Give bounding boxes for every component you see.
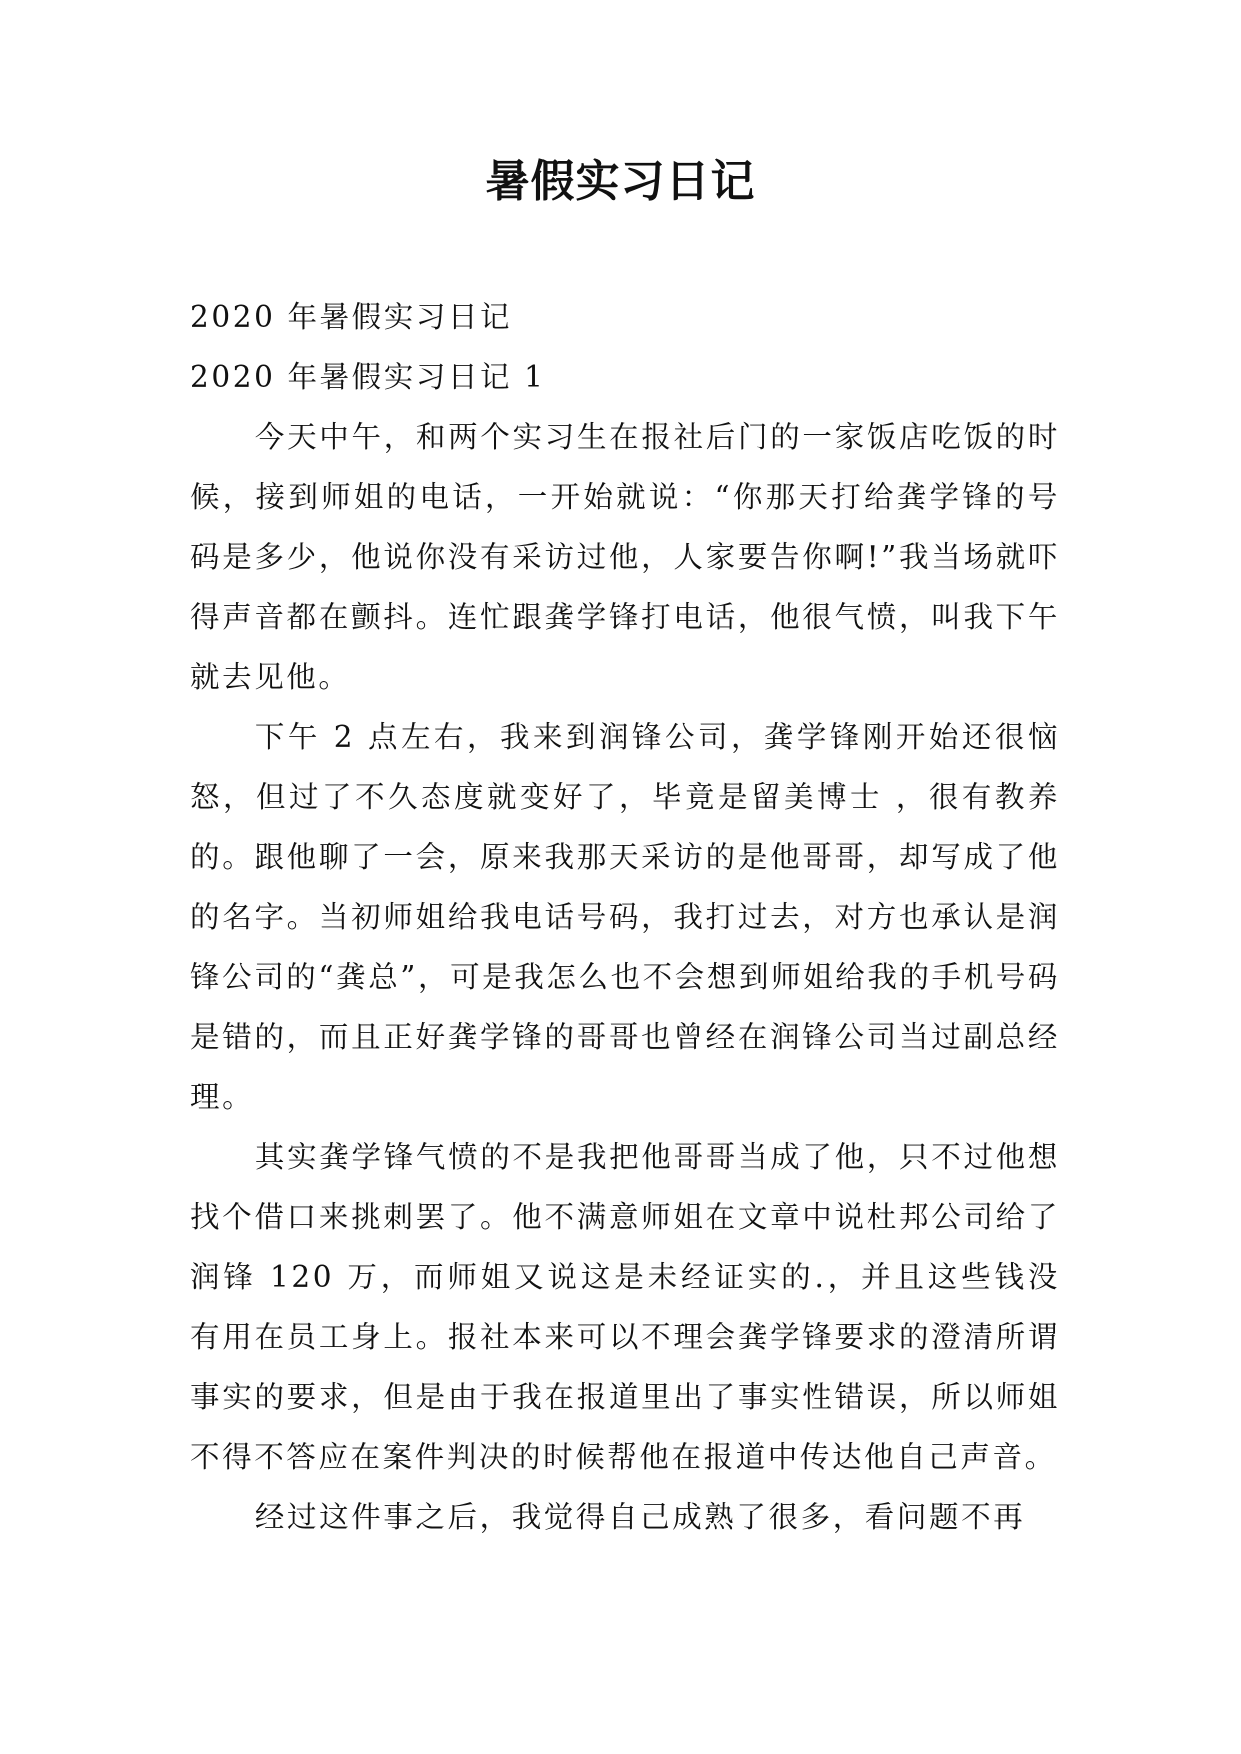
paragraph-2: 下午 2 点左右，我来到润锋公司，龚学锋刚开始还很恼怒，但过了不久态度就变好了，毕竟是留美博士 ，很有教养的。跟他聊了一会，原来我那天采访的是他哥哥，却写成了他的名字。当初师姐给我电话号码，我打过去，对方也承认是润锋公司的“龚总”，可是我怎么也不会想到师姐给我的手机号码是错的，而且正好龚学锋的哥哥也曾经在润锋公司当过副总经理。 bbox=[190, 720, 1060, 1114]
section-heading: 2020 年暑假实习日记 bbox=[190, 300, 513, 334]
paragraph-4: 经过这件事之后，我觉得自己成熟了很多，看问题不再 bbox=[254, 1500, 1026, 1534]
document-title: 暑假实习日记 bbox=[485, 156, 756, 207]
paragraph-1: 今天中午，和两个实习生在报社后门的一家饭店吃饭的时候，接到师姐的电话，一开始就说：“你那天打给龚学锋的号码是多少，他说你没有采访过他，人家要告你啊!”我当场就吓得声音都在颤抖。连忙跟龚学锋打电话，他很气愤，叫我下午就去见他。 bbox=[190, 420, 1060, 694]
paragraph-3: 其实龚学锋气愤的不是我把他哥哥当成了他，只不过他想找个借口来挑刺罢了。他不满意师姐在文章中说杜邦公司给了润锋 120 万，而师姐又说这是未经证实的.，并且这些钱没有用在员工身上。报社本来可以不理会龚学锋要求的澄清所谓事实的要求，但是由于我在报道里出了事实性错误，所以师姐不得不答应在案件判决的时候帮他在报道中传达他自己声音。 bbox=[190, 1140, 1060, 1474]
document-body bbox=[190, 287, 1060, 1547]
entry-heading: 2020 年暑假实习日记 1 bbox=[190, 360, 546, 394]
